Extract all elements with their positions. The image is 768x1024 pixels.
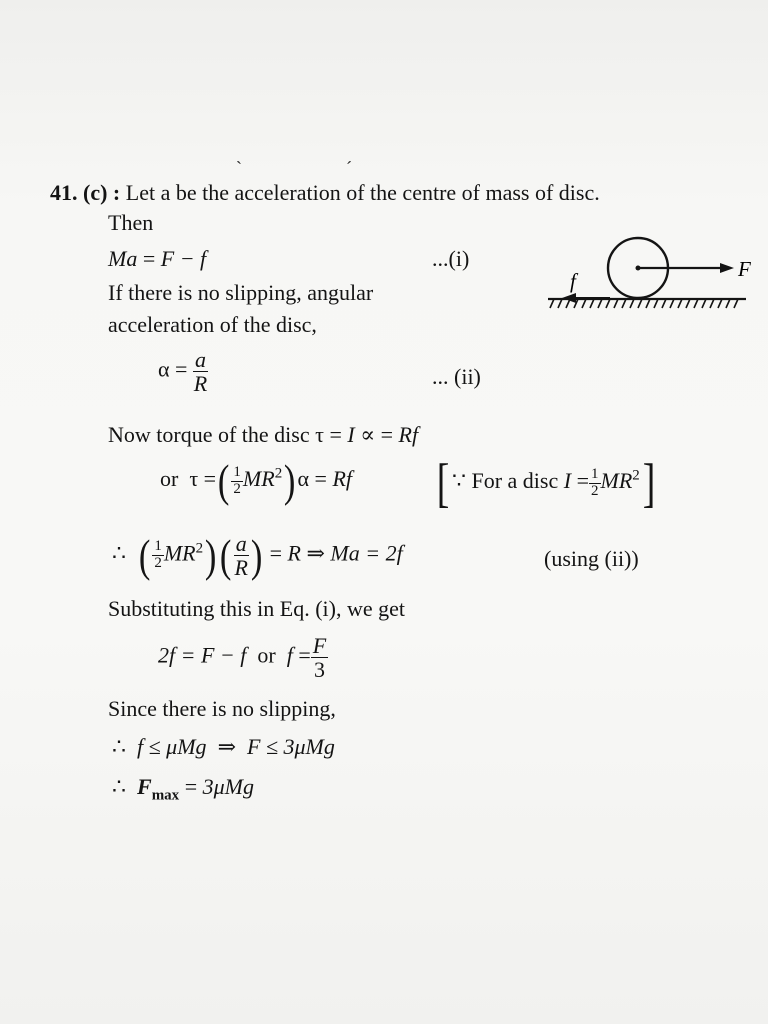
equation-ii: α = $\frac{a}{R}$ — [158, 347, 208, 397]
using-ii-note: (using (ii)) — [544, 546, 639, 571]
stray-mark: ˋ — [236, 158, 242, 178]
equation-i-label: ...(i) — [432, 246, 470, 271]
disc-diagram — [540, 228, 760, 318]
answer-option: (c) : — [83, 180, 121, 205]
friction-result: 2f = F − f or f = $\frac{F}{3}$ — [158, 633, 327, 683]
torque-line: Now torque of the disc τ = I ∝ = Rf — [108, 422, 419, 447]
no-slipping-text: Since there is no slipping, — [108, 696, 336, 721]
question-number: 41. — [50, 180, 78, 205]
therefore-line: ∴ ( $\frac{1}{2}$ $MR^2$)( $\frac{a}{R}$ ) = R ⇒ Ma = 2f — [112, 529, 403, 581]
friction-label: f — [570, 269, 576, 293]
disc-moi-note: [ ∵ For a disc I = $\frac{1}{2}$ $MR^2$] — [436, 453, 656, 513]
force-label: F — [738, 257, 751, 281]
equation-ii-label: ... (ii) — [432, 364, 481, 389]
fmax-line: ∴ $F_{max} = 3\mu Mg$ — [112, 774, 254, 804]
ground-hatching — [550, 299, 738, 308]
then-text: Then — [108, 210, 154, 235]
equation-i: Ma = F − f — [108, 246, 207, 271]
question-header — [50, 180, 600, 206]
inequality-line: ∴ f ≤ μMg ⇒ F ≤ 3μMg — [112, 734, 335, 759]
intro-text: Let a be the acceleration of the centre of mass of disc. — [125, 180, 600, 205]
torque-expanded: or τ =( $\frac{1}{2}$ $MR^2)\alpha = Rf$ — [160, 455, 353, 506]
angular-accel-text: acceleration of the disc, — [108, 312, 317, 337]
substituting-text: Substituting this in Eq. (i), we get — [108, 596, 405, 621]
no-slip-text: If there is no slipping, angular — [108, 280, 374, 305]
stray-mark: ˊ — [346, 158, 352, 178]
force-arrowhead — [720, 263, 734, 273]
